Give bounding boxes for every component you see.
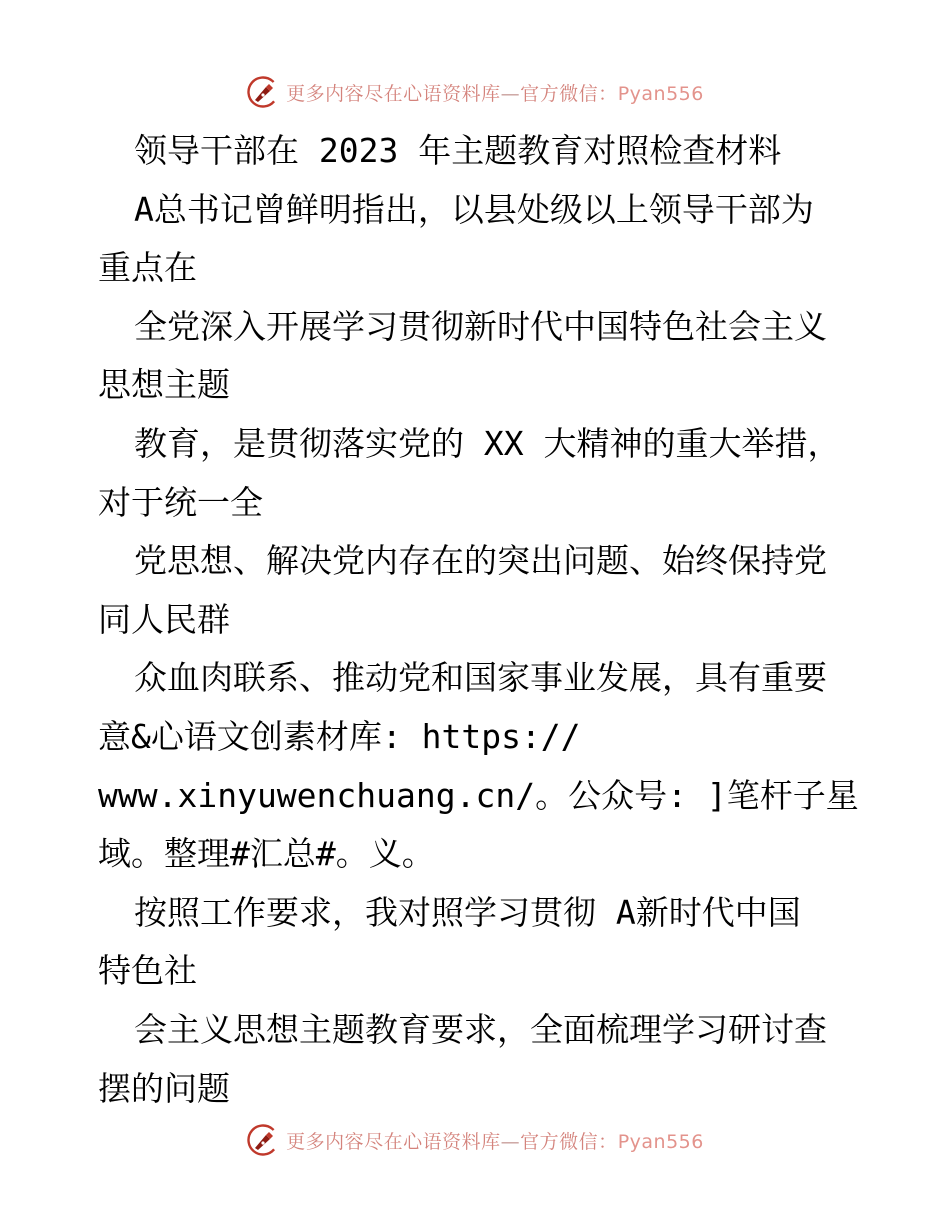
document-line: 领导干部在 2023 年主题教育对照检查材料 (134, 131, 782, 170)
pen-nib-circle-logo-icon (246, 1123, 280, 1157)
footer-banner (0, 1118, 950, 1162)
document-line: 众血肉联系、推动党和国家事业发展，具有重要 (134, 658, 827, 698)
document-line: 重点在 (98, 248, 197, 288)
document-line: 党思想、解决党内存在的突出问题、始终保持党 (134, 541, 827, 581)
header-banner-separator: — (500, 82, 521, 105)
header-banner-label: 官方微信： (520, 82, 618, 105)
document-line: A总书记曾鲜明指出，以县处级以上领导干部为 (134, 189, 814, 229)
document-body (98, 122, 878, 1118)
footer-banner-label: 官方微信： (520, 1130, 618, 1153)
document-line: 意&心语文创素材库: https:// (98, 716, 581, 756)
document-line: 同人民群 (98, 599, 230, 639)
document-line: www.xinyuwenchuang.cn/。公众号: ]笔杆子星 (98, 775, 859, 815)
document-line: 域。整理#汇总#。义。 (98, 834, 435, 874)
document-line: 特色社 (98, 951, 197, 991)
document-line: 摆的问题 (98, 1068, 230, 1108)
pen-nib-circle-logo-icon (246, 75, 280, 109)
document-line: 思想主题 (98, 365, 230, 405)
header-banner-content (246, 75, 704, 109)
footer-banner-separator: — (500, 1130, 521, 1153)
document-line: 按照工作要求，我对照学习贯彻 A新时代中国 (134, 892, 801, 932)
footer-banner-content (246, 1123, 704, 1157)
document-line: 教育，是贯彻落实党的 XX 大精神的重大举措， (134, 423, 841, 463)
header-banner-main-text: 更多内容尽在心语资料库 (286, 82, 501, 105)
footer-banner-main-text: 更多内容尽在心语资料库 (286, 1130, 501, 1153)
header-banner-handle: Pyan556 (617, 82, 704, 105)
header-banner-text (286, 79, 704, 106)
header-banner (0, 70, 950, 114)
document-line: 全党深入开展学习贯彻新时代中国特色社会主义 (134, 306, 827, 346)
footer-banner-handle: Pyan556 (617, 1130, 704, 1153)
document-line: 会主义思想主题教育要求，全面梳理学习研讨查 (134, 1009, 827, 1049)
footer-banner-text (286, 1127, 704, 1154)
document-line: 对于统一全 (98, 482, 263, 522)
